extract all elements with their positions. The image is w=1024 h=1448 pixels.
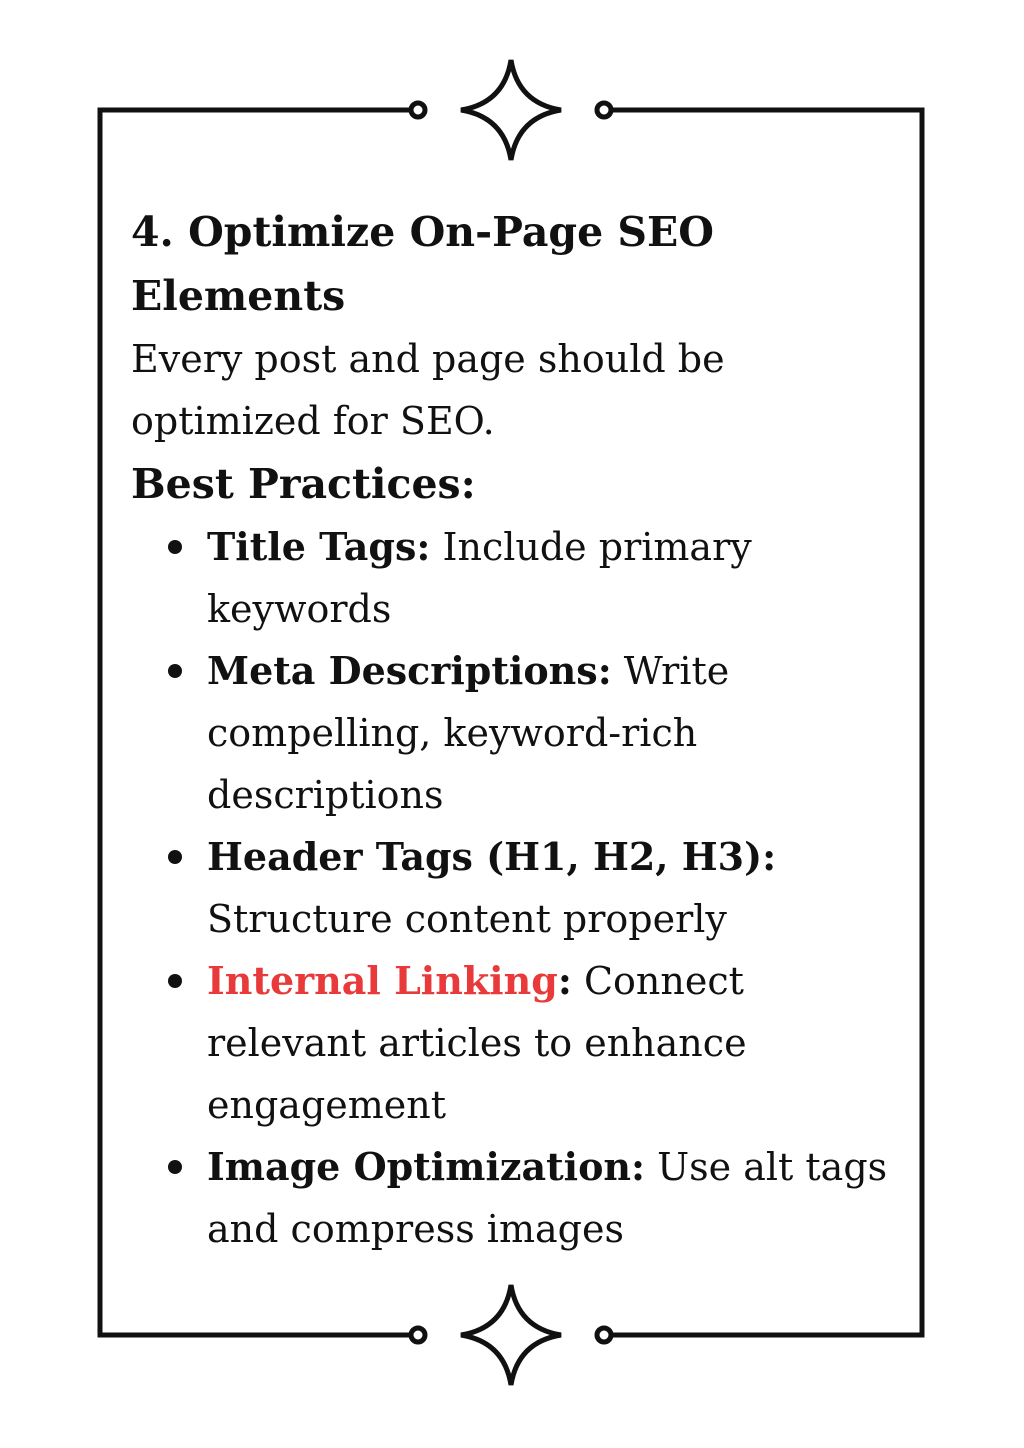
best-practices-heading: Best Practices:	[131, 460, 476, 508]
bullet-icon	[168, 540, 182, 554]
bullet-icon	[168, 664, 182, 678]
bullet-icon	[168, 850, 182, 864]
item-term-highlighted: Internal Linking	[207, 958, 558, 1003]
item-term: Title Tags:	[207, 524, 431, 569]
top-star-icon	[461, 60, 561, 160]
section-heading: 4. Optimize On-Page SEO Elements	[131, 208, 715, 320]
content-block	[131, 200, 891, 1260]
item-text: Use alt tags and compress images	[207, 1145, 888, 1251]
list-item-title-tags	[131, 516, 891, 640]
item-text: Connect relevant articles to enhance engagement	[207, 959, 747, 1127]
item-term: Header Tags (H1, H2, H3):	[207, 834, 777, 879]
item-text: Include primary keywords	[207, 525, 752, 631]
practices-list	[131, 516, 891, 1260]
item-colon: :	[557, 958, 572, 1003]
list-item-meta-descriptions	[131, 640, 891, 826]
bottom-star-icon	[461, 1285, 561, 1385]
list-item-header-tags	[131, 826, 891, 950]
item-term: Image Optimization:	[207, 1144, 646, 1189]
item-term: Meta Descriptions:	[207, 648, 612, 693]
intro-text: Every post and page should be optimized for SEO.	[131, 337, 725, 443]
bullet-icon	[168, 1160, 182, 1174]
list-item-internal-linking	[131, 950, 891, 1136]
item-text: Structure content properly	[207, 897, 727, 941]
list-item-image-optimization	[131, 1136, 891, 1260]
item-text: Write compelling, keyword-rich descriptions	[207, 649, 730, 817]
bullet-icon	[168, 974, 182, 988]
